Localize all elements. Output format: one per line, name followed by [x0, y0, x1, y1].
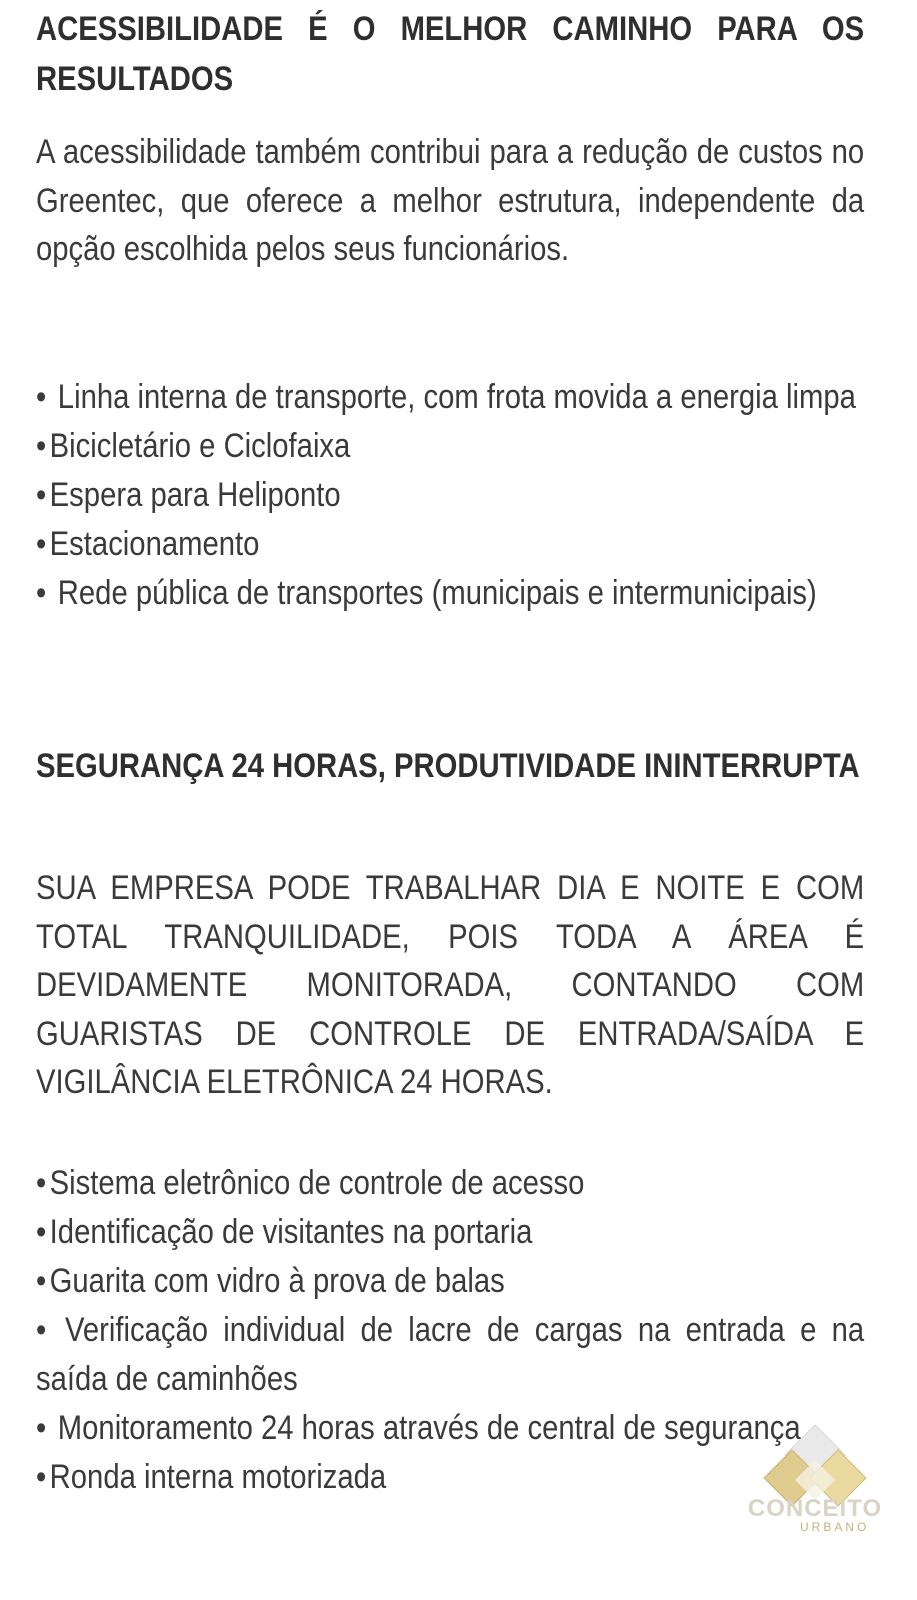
list-item: • Identificação de visitantes na portaria	[36, 1213, 533, 1251]
list-item: • Bicicletário e Ciclofaixa	[36, 427, 351, 465]
bullet-list-accessibility	[36, 373, 864, 618]
list-item: • Sistema eletrônico de controle de acesso	[36, 1164, 585, 1202]
section-heading-accessibility: ACESSIBILIDADE É O MELHOR CAMINHO PARA OS RESULTADOS	[36, 10, 865, 98]
list-item: • Verificação individual de lacre de cargas na entrada e na saída de caminhões	[36, 1311, 865, 1398]
bullet-icon: •	[36, 1213, 47, 1251]
bullet-icon: •	[36, 525, 47, 563]
list-item: • Estacionamento	[36, 525, 260, 563]
list-item: • Ronda interna motorizada	[36, 1458, 387, 1496]
list-item: • Monitoramento 24 horas através de central de segurança	[36, 1409, 801, 1447]
list-item: • Rede pública de transportes (municipais e intermunicipais)	[36, 574, 817, 612]
watermark-logo-name: CONCEITO	[747, 1495, 883, 1522]
section-heading-security: SEGURANÇA 24 HORAS, PRODUTIVIDADE ININTERRUPTA	[36, 747, 860, 785]
bullet-icon: •	[36, 1262, 47, 1300]
bullet-icon: •	[36, 476, 47, 514]
bullet-icon: •	[36, 1409, 47, 1447]
list-item: • Linha interna de transporte, com frota movida a energia limpa	[36, 378, 856, 416]
bullet-icon: •	[36, 378, 47, 416]
list-item: • Espera para Heliponto	[36, 476, 341, 514]
bullet-icon: •	[36, 1458, 47, 1496]
watermark-logo-sub: URBANO	[800, 1520, 870, 1534]
bullet-icon: •	[36, 1164, 47, 1202]
list-item: • Guarita com vidro à prova de balas	[36, 1262, 505, 1300]
bullet-icon: •	[36, 427, 47, 465]
section-paragraph-security: SUA EMPRESA PODE TRABALHAR DIA E NOITE E COM TOTAL TRANQUILIDADE, POIS TODA A ÁREA É DEVIDAMENTE MONITORADA, CONTANDO COM GUARISTAS DE CONTROLE DE ENTRADA/SAÍDA E VIGILÂNCIA ELETRÔNICA 24 HORAS.	[36, 869, 865, 1101]
bullet-icon: •	[36, 574, 47, 612]
bullet-icon: •	[36, 1311, 47, 1349]
section-paragraph-accessibility: A acessibilidade também contribui para a redução de custos no Greentec, que oferece a melhor estrutura, independente da opção escolhida pelos seus funcionários.	[36, 133, 865, 268]
